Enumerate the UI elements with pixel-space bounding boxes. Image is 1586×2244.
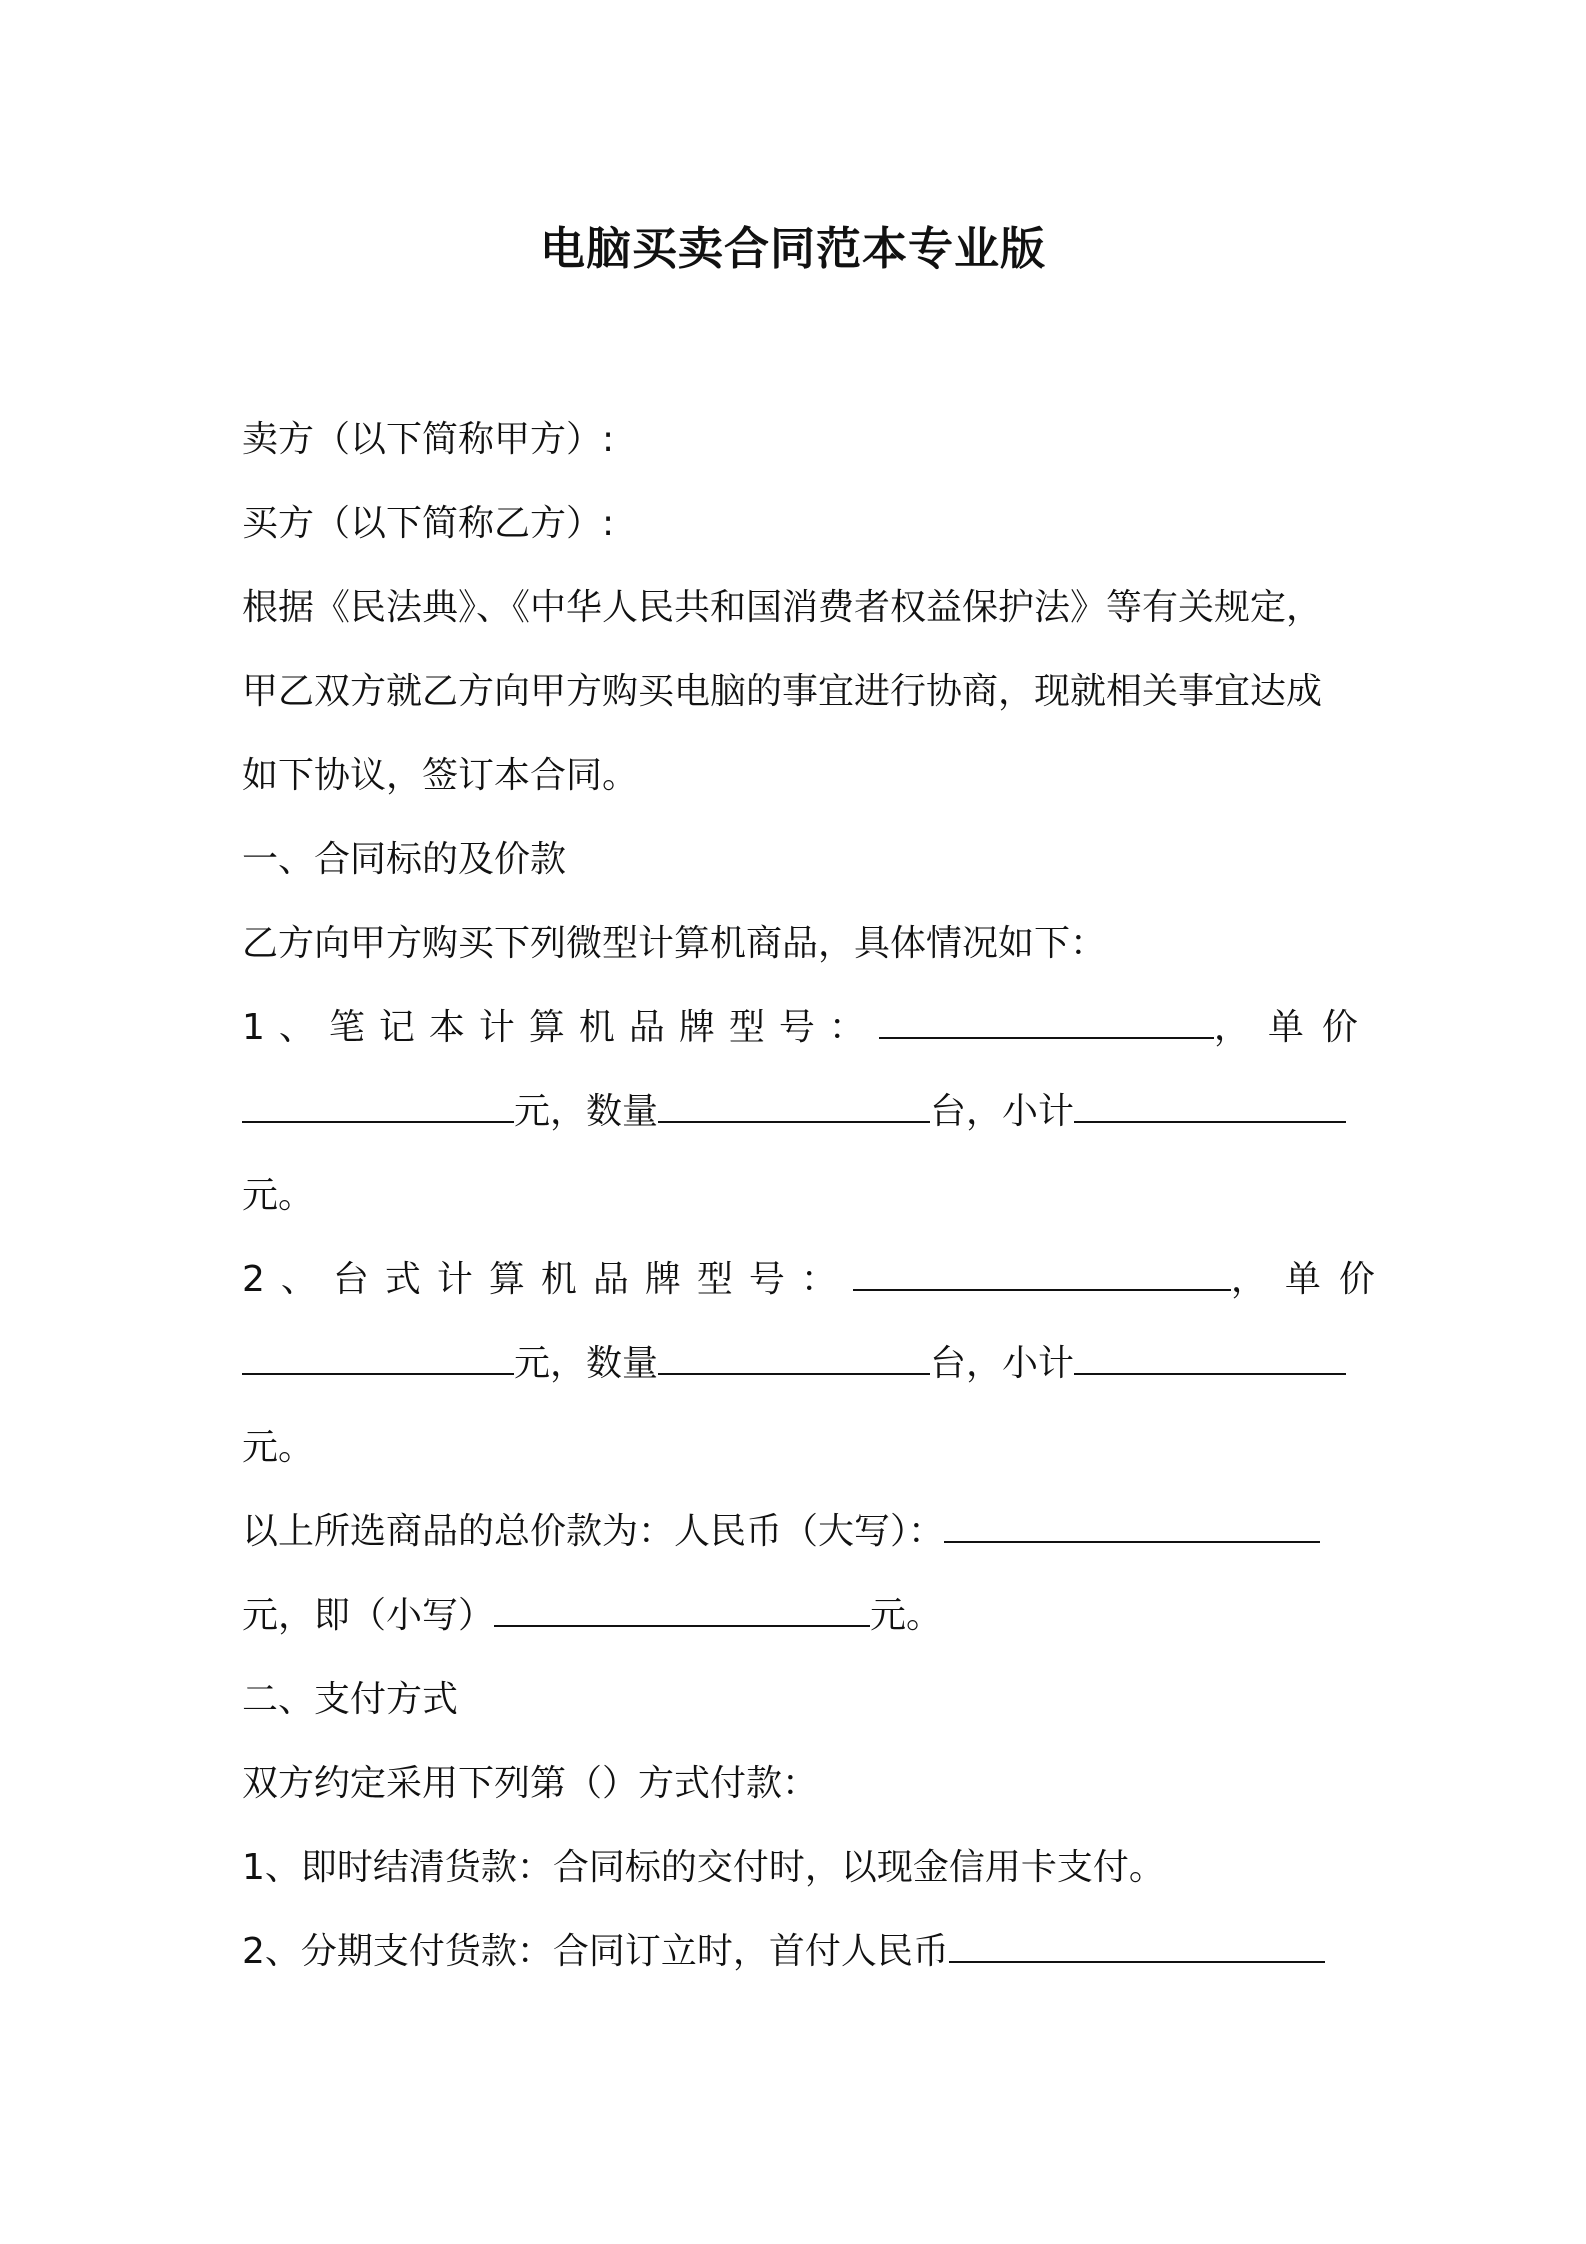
total-small-end: 元。 — [870, 1595, 943, 1636]
total-small-label: 元，即（小写） — [242, 1595, 495, 1636]
payment-option-2 — [242, 1927, 1354, 1977]
total-capital-blank[interactable] — [944, 1507, 1320, 1543]
item2-model-blank[interactable] — [853, 1255, 1231, 1291]
total-small-blank[interactable] — [494, 1591, 870, 1627]
total-label: 以上所选商品的总价款为：人民币（大写）： — [242, 1511, 945, 1552]
item1-yuan-qty: 元，数量 — [514, 1091, 659, 1132]
item1-subtotal-blank[interactable] — [1074, 1087, 1346, 1123]
item1-model-blank[interactable] — [879, 1003, 1214, 1039]
preamble-line-3: 如下协议，签订本合同。 — [242, 755, 639, 796]
seller-line: 卖方（以下简称甲方）: — [242, 419, 615, 460]
payment-option-2-label: 2、分期支付货款：合同订立时，首付人民币 — [242, 1931, 949, 1972]
down-payment-blank[interactable] — [949, 1927, 1325, 1963]
item2-unit-price-label: ，单价 — [1230, 1259, 1393, 1300]
item2-qty-blank[interactable] — [658, 1339, 930, 1375]
item2-unit-price-blank[interactable] — [242, 1339, 514, 1375]
item1-qty-blank[interactable] — [658, 1087, 930, 1123]
item2-model-field[interactable] — [853, 1255, 1393, 1305]
total-small-line — [242, 1591, 1354, 1641]
payment-option-1: 1、即时结清货款：合同标的交付时，以现金信用卡支付。 — [242, 1847, 1165, 1888]
item2-end: 元。 — [242, 1427, 315, 1468]
item1-model-field[interactable] — [879, 1003, 1376, 1053]
preamble-line-1: 根据《民法典》、《中华人民共和国消费者权益保护法》等有关规定， — [242, 587, 1323, 628]
preamble-line-2: 甲乙双方就乙方向甲方购买电脑的事宜进行协商，现就相关事宜达成 — [242, 671, 1323, 712]
item1-unit-price-label: ，单价 — [1213, 1007, 1376, 1048]
item2-tai-subtotal: 台，小计 — [930, 1343, 1075, 1384]
item1-unit-price-blank[interactable] — [242, 1087, 514, 1123]
buyer-line: 买方（以下简称乙方）: — [242, 503, 615, 544]
item1-tai-subtotal: 台，小计 — [930, 1091, 1075, 1132]
item2-subtotal-blank[interactable] — [1074, 1339, 1346, 1375]
item2-price-line — [242, 1339, 1354, 1389]
document-title: 电脑买卖合同范本专业版 — [539, 222, 1046, 275]
section2-intro: 双方约定采用下列第（）方式付款： — [242, 1763, 819, 1804]
item1-model-label: 1、笔记本计算机品牌型号： — [242, 1007, 879, 1048]
total-line — [242, 1507, 1354, 1557]
section1-intro: 乙方向甲方购买下列微型计算机商品，具体情况如下： — [242, 923, 1107, 964]
section2-heading: 二、支付方式 — [242, 1679, 459, 1720]
item2-model-line — [242, 1255, 1393, 1305]
item2-model-label: 2、台式计算机品牌型号： — [242, 1259, 853, 1300]
item2-yuan-qty: 元，数量 — [514, 1343, 659, 1384]
item1-model-line — [242, 1003, 1376, 1053]
section1-heading: 一、合同标的及价款 — [242, 839, 567, 880]
item1-end: 元。 — [242, 1175, 315, 1216]
item1-price-line — [242, 1087, 1354, 1137]
